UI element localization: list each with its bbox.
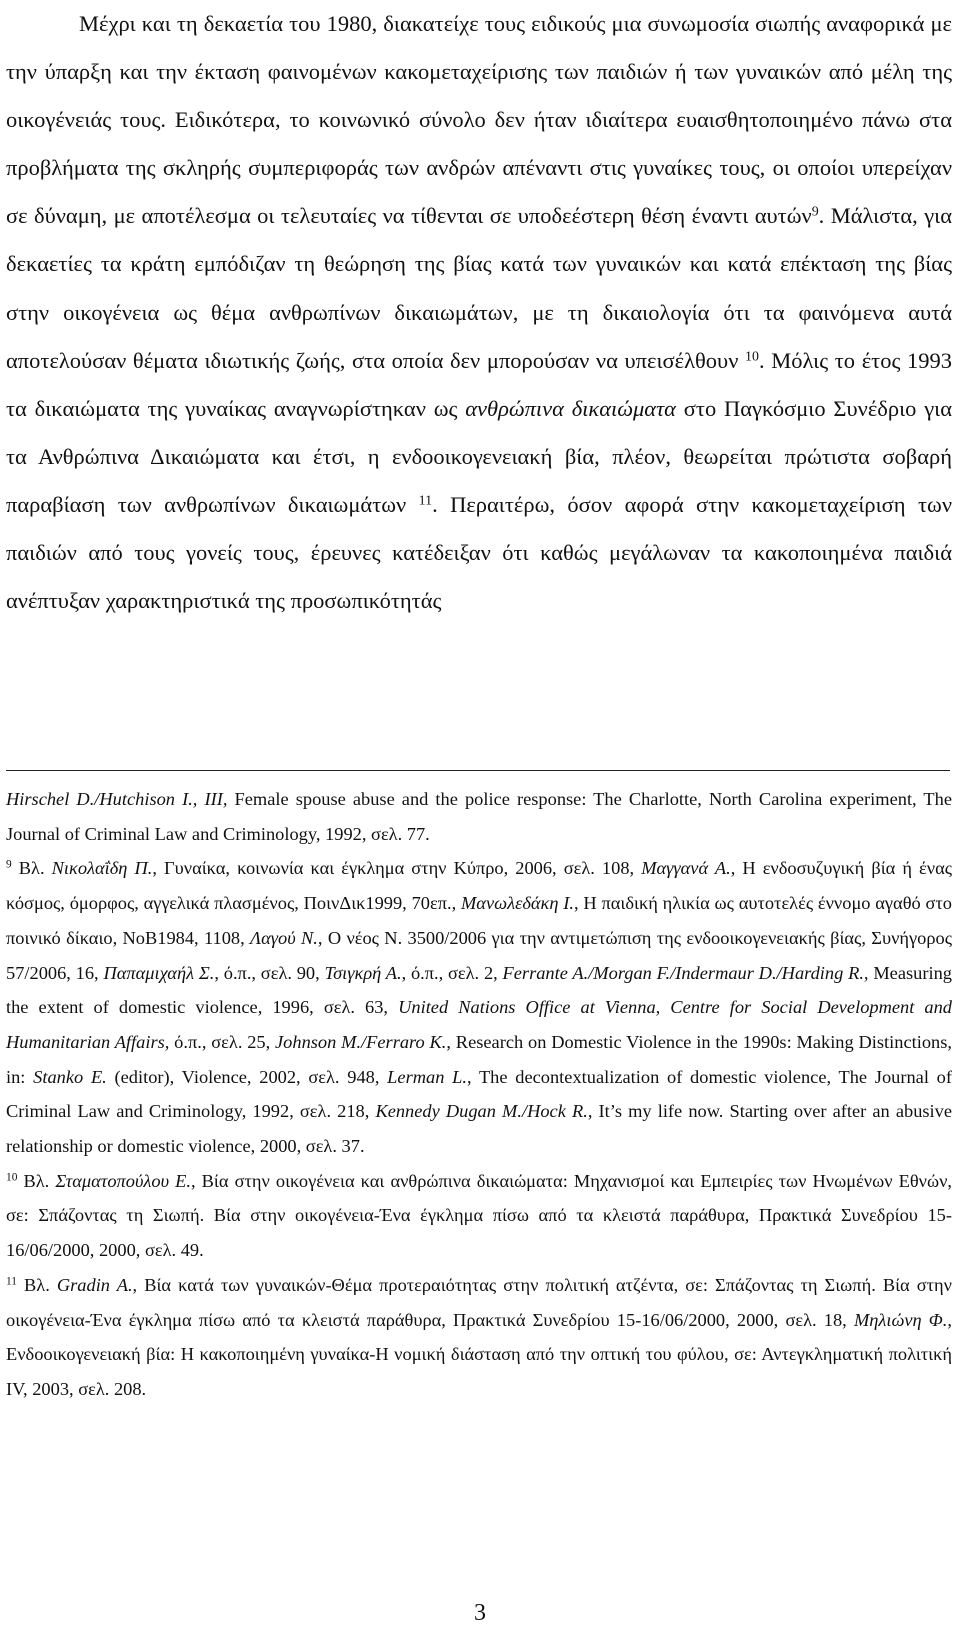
footnote-italic-run: Σταματοπούλου Ε. xyxy=(55,1170,191,1191)
body-text-run: . Μόλις το έτος 1993 τα δικαιώματα της γυναίκας αναγνωρίστηκαν ως xyxy=(6,347,953,421)
footnote-text-run: , Η παιδική ηλικία ως αυτοτελές έννομο αγαθό στο ποινικό δίκαιο, ΝοΒ1984, 1108, xyxy=(6,893,952,948)
footnote-italic-run: Μηλιώνη Φ. xyxy=(853,1309,948,1330)
footnote-text-run: , It’s my life now. Starting over after an abusive relationship or domestic violence, 2000, σελ. 37. xyxy=(6,1101,953,1157)
footnote-8-continuation xyxy=(6,782,952,851)
footnote-separator xyxy=(6,770,950,771)
footnote-italic-run: Ferrante A./Morgan F./Indermaur D./Harding R., xyxy=(502,962,869,983)
footnote-9 xyxy=(6,851,952,1163)
footnote-italic-run: Νικολαΐδη Π. xyxy=(51,858,153,879)
footnote-10 xyxy=(6,1164,952,1268)
footnote-text-run: , ό.π., σελ. 2, xyxy=(401,962,503,983)
footnote-text-run: , Βία κατά των γυναικών-Θέμα προτεραιότητας στην πολιτική ατζέντα, σε: Σπάζοντας τη Σιωπή. Βία στην οικογένεια-Ένα έγκλημα πίσω από τα κλειστά παράθυρα, Πρακτικά Συνεδρίου 15-16/06/2000, 2000, σελ. 18, xyxy=(6,1274,952,1330)
footnote-italic-run: Johnson M./Ferraro K. xyxy=(275,1031,447,1052)
footnote-text-run: (editor), Violence, 2002, σελ. 948, xyxy=(106,1066,388,1087)
footnote-text-run: Βλ. xyxy=(16,1274,57,1295)
footnote-text-run: Βλ. xyxy=(17,1170,56,1191)
body-text-run: Μέχρι και τη δεκαετία του 1980, διακατείχε τους ειδικούς μια συνωμοσία σιωπής αναφορικά με την ύπαρξη και την έκταση φαινομένων κακομεταχείρισης των παιδιών ή των γυναικών από μέλη της οικογένειάς τους. Ειδικότερα, το κοινωνικό σύνολο δεν ήταν ιδιαίτερα ευαισθητοποιημένο πάνω στα προβλήματα της σκληρής συμπεριφοράς των ανδρών απέναντι στις γυναίκες τους, οι οποίοι υπερείχαν σε δύναμη, με αποτέλεσμα οι τελευταίες να τίθενται σε υποδεέστερη θέση έναντι αυτών xyxy=(6,11,952,229)
footnote-text-run: ό.π., σελ. 25, xyxy=(169,1031,276,1052)
body-italic-run: ανθρώπινα δικαιώματα xyxy=(465,395,676,421)
footnote-italic-run: Μανωλεδάκη Ι. xyxy=(460,893,574,914)
footnote-text-run: , Ο νέος Ν. 3500/2006 για την αντιμετώπιση της ενδοοικογενειακής βίας, Συνήγορος 57/2006, 16, xyxy=(6,927,953,983)
footnote-text-run: Measuring the extent of domestic violence, 1996, σελ. 63, xyxy=(6,962,952,1018)
footnote-italic-run: Παπαμιχαήλ Σ. xyxy=(103,962,215,983)
footnote-text-run: , Γυναίκα, κοινωνία και έγκλημα στην Κύπρο, 2006, σελ. 108, xyxy=(152,858,642,879)
footnote-text-run: , Βία στην οικογένεια και ανθρώπινα δικαιώματα: Μηχανισμοί και Εμπειρίες των Ηνωμένων Εθνών, σε: Σπάζοντας τη Σιωπή. Βία στην οικογένεια-Ένα έγκλημα πίσω από τα κλειστά παράθυρα, Πρακτικά Συνεδρίου 15-16/06/2000, 2000, σελ. 49. xyxy=(6,1170,952,1261)
footnote-italic-run: Kennedy Dugan M./Hock R. xyxy=(375,1101,588,1122)
footnote-text-run: , Ενδοοικογενειακή βία: Η κακοποιημένη γυναίκα-Η νομική διάσταση από την οπτική του φύλου, σε: Αντεγκληματική πολιτική IV, 2003, σελ. 208. xyxy=(6,1309,952,1399)
footnote-text-run: Βλ. xyxy=(11,858,52,879)
footnote-11 xyxy=(6,1268,952,1407)
footnote-ref-11[interactable]: 11 xyxy=(418,493,433,509)
footnote-italic-run: Hirschel D./Hutchison I., III, xyxy=(6,789,228,809)
footnote-number: 10 xyxy=(6,1171,18,1184)
footnote-text-run: , The decontextualization of domestic violence, The Journal of Criminal Law and Criminology, 1992, σελ. 218, xyxy=(6,1066,952,1122)
footnote-text-run: Female spouse abuse and the police response: The Charlotte, North Carolina experiment, The Journal of Criminal Law and Criminology, 1992, σελ. 77. xyxy=(6,789,952,844)
footnote-ref-10[interactable]: 10 xyxy=(745,348,759,364)
footnote-italic-run: Stanko E. xyxy=(33,1066,107,1087)
footnotes-section xyxy=(6,782,952,1407)
body-paragraph xyxy=(6,0,952,625)
footnote-italic-run: United Nations Office at Vienna, Centre for Social Development and Humanitarian Affairs, xyxy=(6,997,952,1052)
footnote-text-run: , Η ενδοσυζυγική βία ή ένας κόσμος, όμορφος, αγγελικά πλασμένος, ΠοινΔικ1999, 70επ., xyxy=(6,858,952,914)
footnote-number: 11 xyxy=(6,1275,17,1288)
page-number: 3 xyxy=(474,1600,486,1626)
body-text-run: . Περαιτέρω, όσον αφορά στην κακομεταχείριση των παιδιών από τους γονείς τους, έρευνες κατέδειξαν ότι καθώς μεγάλωναν τα κακοποιημένα παιδιά ανέπτυξαν χαρακτηριστικά της προσωπικότητάς xyxy=(6,491,952,614)
footnote-ref-9[interactable]: 9 xyxy=(811,204,819,220)
footnote-number: 9 xyxy=(6,859,12,872)
footnote-italic-run: Lerman L. xyxy=(387,1066,467,1087)
body-text-run: στο Παγκόσμιο Συνέδριο για τα Ανθρώπινα Δικαιώματα και έτσι, η ενδοοικογενειακή βία, πλέον, θεωρείται πρώτιστα σοβαρή παραβίαση των ανθρωπίνων δικαιωμάτων xyxy=(6,395,953,517)
footnote-text-run: , ό.π., σελ. 90, xyxy=(214,962,325,983)
footnote-italic-run: Μαγγανά Α. xyxy=(641,858,731,879)
footnote-italic-run: Τσιγκρή Α. xyxy=(324,962,402,983)
footnote-text-run: , Research on Domestic Violence in the 1990s: Making Distinctions, in: xyxy=(6,1031,952,1087)
footnote-italic-run: Gradin A. xyxy=(56,1274,133,1295)
body-text-run: . Μάλιστα, για δεκαετίες τα κράτη εμπόδιζαν τη θεώρηση της βίας κατά των γυναικών και κατά επέκταση της βίας στην οικογένεια ως θέμα ανθρωπίνων δικαιωμάτων, με τη δικαιολογία ότι τα φαινόμενα αυτά αποτελούσαν θέματα ιδιωτικής ζωής, στα οποία δεν μπορούσαν να υπεισέλθουν xyxy=(6,203,952,373)
footnote-italic-run: Λαγού Ν. xyxy=(250,927,318,948)
